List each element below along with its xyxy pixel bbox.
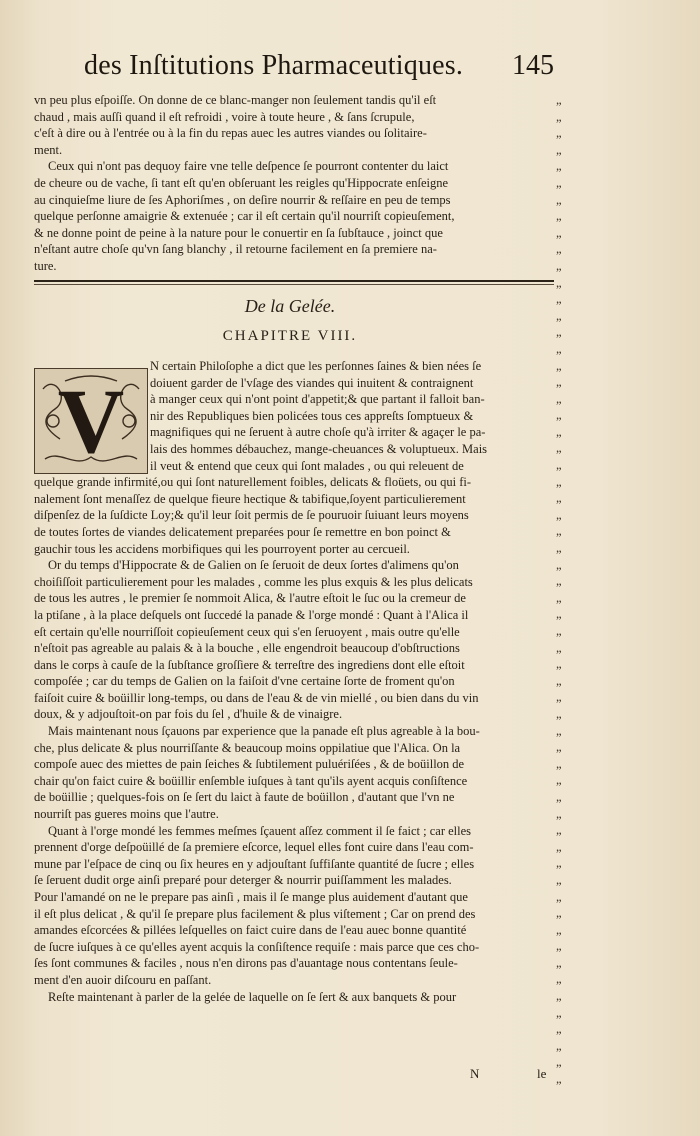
text-line: Pour l'amandé on ne le prepare pas ainſi , mais il ſe mange plus auidement d'autant que (34, 890, 468, 904)
text-line: prennent d'orge deſpoüillé de ſa premiere eſcorce, lequel elles font cuire dans l'eau com- (34, 840, 474, 855)
text-line: & ne donne point de peine à la nature pour le conuertir en ſa ſubſtauce , joinct que (34, 225, 443, 240)
text-line: chair qu'on faict cuire & boüillir enſemble iuſques à tant qu'ils ayent acquis conſiſtence (34, 773, 468, 788)
text-line: compoſe auec des miettes de pain ſeiches & ſubtilement puluériſées , & de boüillon de (34, 757, 465, 772)
text-line: ment d'en auoir diſcouru en paſſant. (34, 972, 212, 987)
quote-mark: „ (556, 756, 562, 771)
text-line: chaud , mais auſſi quand il eſt refroidi , voire à toute heure , & ſans ſcrupule, (34, 109, 415, 124)
quote-mark: „ (556, 690, 562, 705)
quote-mark: „ (556, 773, 562, 788)
quote-mark: „ (556, 640, 562, 655)
quote-mark: „ (556, 872, 562, 887)
catchword: le (537, 1066, 547, 1081)
quote-mark: „ (556, 408, 562, 423)
quote-mark: „ (556, 175, 562, 190)
section-rule-thin (34, 284, 554, 285)
text-line: il eſt plus delicat , & qu'il ſe prepare plus facilement & plus viſtement ; Car on prend des (34, 906, 476, 921)
text-line: gauchir tous les accidens morbifiques qui les pourroyent porter au cercueil. (34, 541, 410, 556)
text-line: eſt certain qu'elle nourriſſoit copieuſement ceux qui s'en ſeruoyent , mais outre qu'elle (34, 624, 460, 639)
page-number: 145 (512, 50, 554, 81)
text-line: n'eſtant autre choſe qu'vn ſang blanchy , il retourne facilement en ſa premiere na- (34, 242, 437, 257)
quote-mark: „ (556, 557, 562, 572)
chapter-title: CHAPITRE VIII. (222, 328, 358, 344)
quote-mark: „ (556, 955, 562, 970)
quote-mark: „ (556, 906, 562, 921)
quote-mark: „ (556, 706, 562, 721)
quote-mark: „ (556, 806, 562, 821)
text-line: diſpenſez de la ſuſdicte Loy;& qu'il leur ſoit permis de ſe pouruoir ſuiuant leurs moyens (34, 508, 469, 523)
quote-mark: „ (556, 341, 562, 356)
text-line: doux, & y adjouſtoit-on par fois du ſel , d'huile & de vinaigre. (34, 707, 343, 722)
text-line: de toutes ſortes de viandes delicatement preparées pour ſe remettre en bon poinct & (34, 524, 451, 539)
quote-mark: „ (556, 491, 562, 506)
quote-mark: „ (556, 789, 562, 804)
running-title: des Inſtitutions Pharmaceutiques. (84, 50, 464, 81)
text-line: N certain Philoſophe a dict que les perſonnes ſaines & bien nées ſe (150, 359, 482, 373)
quote-mark: „ (556, 424, 562, 439)
quote-mark: „ (556, 972, 562, 987)
text-line: ture. (34, 258, 57, 273)
quote-mark: „ (556, 292, 562, 307)
quote-mark: „ (556, 740, 562, 755)
text-line: mune par l'eſpace de cinq ou ſix heures en y adjouſtant ſuffiſante quantité de ſucre ; elles (34, 856, 475, 871)
text-line: n'eſtoit pas agreable au palais & à la bouche , elle engendroit beaucoup d'obſtructions (34, 641, 460, 656)
quote-mark: „ (556, 1072, 562, 1087)
text-line: la ptiſane , à la place deſquels ont ſuccedé la panade & l'orge mondé : Quant à l'Alica il (34, 607, 469, 622)
text-line: dans le corps à cauſe de la ſubſtance groſſiere & terreſtre des ingrediens dont elle eſtoit (34, 657, 465, 672)
margin-quote-marks (556, 92, 578, 1088)
text-line: nourriſt pas gueres moins que l'autre. (34, 807, 219, 822)
quote-mark: „ (556, 524, 562, 539)
quote-mark: „ (556, 541, 562, 556)
text-line: magnifiques qui ne ſeruent à autre choſe qu'à irriter & agaçer le pa- (150, 425, 486, 440)
quote-mark: „ (556, 441, 562, 456)
text-line: de boüillie ; quelques-fois on ſe ſert du laict à faute de boüillon , d'autant que l'vn ne (34, 790, 455, 805)
quote-mark: „ (556, 474, 562, 489)
text-line: Reſte maintenant à parler de la gelée de laquelle on ſe ſert & aux banquets & pour (48, 989, 457, 1004)
quote-mark: „ (556, 209, 562, 224)
quote-mark: „ (556, 142, 562, 157)
quote-mark: „ (556, 507, 562, 522)
quote-mark: „ (556, 275, 562, 290)
text-line: au cinquieſme liure de ſes Aphoriſmes , on deſire nourrir & reſſaire en peu de temps (34, 192, 451, 207)
text-line: Ceux qui n'ont pas dequoy faire vne telle deſpence ſe pourront contenter du laict (48, 159, 449, 174)
quote-mark: „ (556, 823, 562, 838)
text-line: à manger ceux qui n'ont point d'appetit;& que partant il falloit ban- (150, 392, 485, 407)
text-line: ſes ſont communes & faciles , nous n'en dirons pas d'auantage nous contentans ſeule- (34, 956, 458, 971)
quote-mark: „ (556, 889, 562, 904)
text-line: Quant à l'orge mondé les femmes meſmes ſçauent aſſez comment il ſe faict ; car elles (48, 823, 472, 838)
quote-mark: „ (556, 325, 562, 340)
quote-mark: „ (556, 607, 562, 622)
quote-mark: „ (556, 1038, 562, 1053)
text-line: quelque perſonne amaigrie & extenuée ; car il eſt certain qu'il nourriſt copieuſement, (34, 209, 455, 224)
quote-mark: „ (556, 574, 562, 589)
quote-mark: „ (556, 657, 562, 672)
chapter-text-block (34, 358, 549, 1005)
text-line: doiuent garder de l'vſage des viandes qui inuitent & contraignent (150, 375, 474, 390)
quote-mark: „ (556, 375, 562, 390)
text-line: nalement ſont menaſſez de quelque fieure hectique & tabifique,ſoyent particulierement (34, 491, 466, 506)
text-line: compoſée ; car du temps de Galien on la faiſoit d'vne certaine ſorte de froment qu'on (34, 674, 455, 689)
text-line: quelque grande infirmité,ou qui ſont naturellement foibles, delicats & floüets, ou qui fi- (34, 475, 472, 490)
text-line: de ſucre iuſques à ce qu'elles ayent acquis la conſiſtence requiſe : mais parce que ces cho- (34, 939, 480, 954)
quote-mark: „ (556, 1022, 562, 1037)
quote-mark: „ (556, 242, 562, 257)
signature-mark: N (470, 1066, 480, 1081)
text-line: che, plus delicate & plus nourriſſante & beaucoup moins oppilatiue que l'Alica. On la (34, 740, 461, 755)
dropcap-letter: V (57, 370, 125, 472)
quote-mark: „ (556, 258, 562, 273)
quote-mark: „ (556, 922, 562, 937)
quote-mark: „ (556, 590, 562, 605)
quote-mark: „ (556, 624, 562, 638)
text-line: Or du temps d'Hippocrate & de Galien on ſe ſeruoit de deux ſortes d'alimens qu'on (48, 558, 459, 573)
quote-mark: „ (556, 1005, 562, 1020)
quote-mark: „ (556, 1055, 562, 1070)
text-line: ment. (34, 142, 63, 157)
top-text-block (34, 92, 549, 275)
quote-mark: „ (556, 159, 562, 174)
section-title: De la Gelée. (244, 296, 336, 316)
quote-mark: „ (556, 391, 562, 406)
quote-mark: „ (556, 989, 562, 1004)
text-line: de tous les autres , le premier ſe nommoit Alica, & l'autre eſtoit le ſuc ou la cremeur de (34, 591, 466, 606)
text-line: faiſoit cuire & boüillir long-temps, ou dans de l'eau & de vin miellé , ou bien dans du vin (34, 690, 479, 705)
section-rule (34, 280, 554, 282)
quote-mark: „ (556, 192, 562, 207)
text-line: amandes eſcorcées & pillées leſquelles on faict cuire dans de l'eau auec bonne quantité (34, 923, 467, 938)
text-line: lais des hommes débauchez, mange-cheuances & voluptueux. Mais (150, 441, 488, 456)
quote-mark: „ (556, 458, 562, 473)
text-line: il veut & entend que ceux qui ſont malades , ou qui releuent de (150, 458, 464, 473)
text-line: nir des Republiques bien policées tous ces appreſts ſomptueux & (150, 408, 474, 423)
quote-mark: „ (556, 225, 562, 240)
text-line: ſe ſeruent dudit orge ainſi preparé pour deterger & nourrir puiſſamment les malades. (34, 873, 452, 888)
quote-mark: „ (556, 358, 562, 373)
quote-mark: „ (556, 673, 562, 688)
quote-mark: „ (556, 856, 562, 871)
quote-mark: „ (556, 126, 562, 141)
quote-mark: „ (556, 109, 562, 124)
quote-mark: „ (556, 939, 562, 954)
page-header (84, 50, 554, 90)
quote-mark: „ (556, 308, 562, 323)
quote-mark: „ (556, 723, 562, 738)
text-line: c'eſt à dire ou à l'entrée ou à la fin du repas auec les autres viandes ou ſolitaire- (34, 126, 427, 141)
quote-mark: „ (556, 93, 562, 107)
text-line: choiſiſſoit particulierement pour les malades , comme les plus exquis & les plus delicats (34, 574, 473, 589)
text-line: vn peu plus eſpoiſſe. On donne de ce blanc-manger non ſeulement tandis qu'il eſt (34, 93, 437, 107)
text-line: Mais maintenant nous ſçauons par experience que la panade eſt plus agreable à la bou- (48, 724, 480, 739)
quote-mark: „ (556, 839, 562, 854)
text-line: de cheure ou de vache, ſi tant eſt qu'en obſeruant les reigles qu'Hippocrate enſeigne (34, 175, 449, 190)
